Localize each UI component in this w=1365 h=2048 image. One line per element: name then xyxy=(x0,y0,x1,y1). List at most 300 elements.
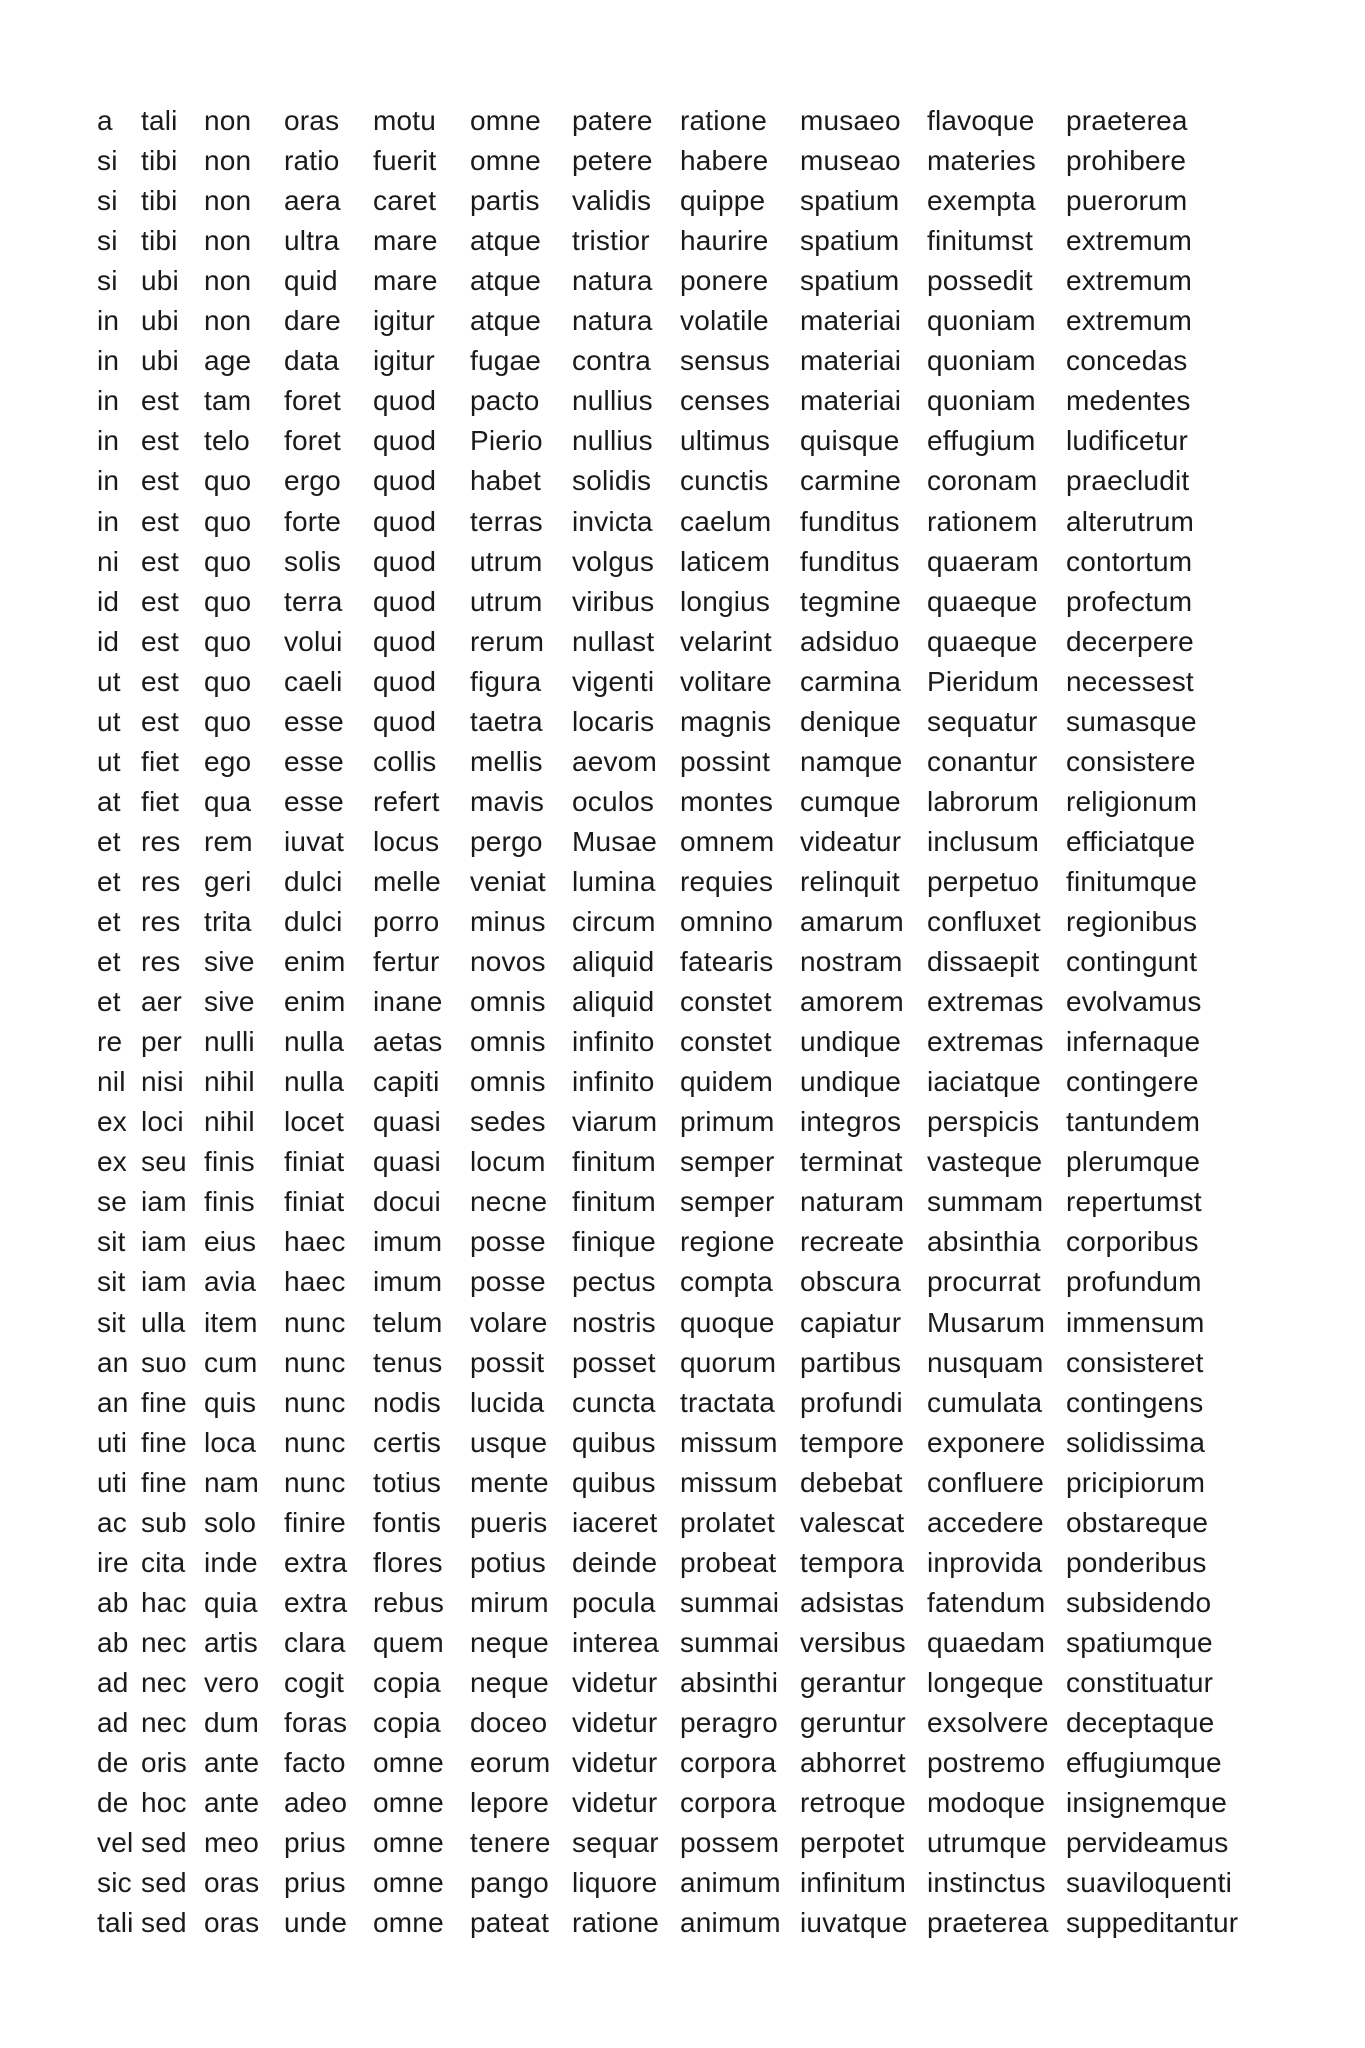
word-cell: foret xyxy=(284,385,342,417)
word-cell: ratione xyxy=(572,1907,660,1939)
word-cell: quod xyxy=(373,465,437,497)
word-cell: esse xyxy=(284,705,344,737)
word-cell: natura xyxy=(572,265,653,297)
word-cell: constet xyxy=(680,1026,772,1058)
word-cell: finitumque xyxy=(1066,865,1198,897)
word-cell: iam xyxy=(141,1226,187,1258)
word-cell: ponere xyxy=(680,265,769,297)
word-cell: contingunt xyxy=(1066,946,1198,977)
word-cell: tempora xyxy=(800,1546,905,1578)
word-cell: non xyxy=(204,265,252,297)
word-cell: res xyxy=(141,825,181,857)
word-cell: exponere xyxy=(927,1426,1046,1458)
word-cell: sedes xyxy=(470,1106,546,1138)
word-cell: mare xyxy=(373,225,438,257)
word-cell: ni xyxy=(97,545,120,577)
word-cell: profectum xyxy=(1066,585,1193,617)
word-cell: finire xyxy=(284,1506,346,1538)
word-cell: Pierio xyxy=(470,425,543,457)
word-cell: quasi xyxy=(373,1106,441,1138)
word-cell: quibus xyxy=(572,1466,656,1498)
word-row xyxy=(0,505,1365,548)
word-row xyxy=(0,1068,1365,1108)
word-cell: finitum xyxy=(572,1146,656,1178)
word-cell: quibus xyxy=(572,1426,656,1458)
word-cell: constituatur xyxy=(1066,1666,1214,1698)
word-cell: ubi xyxy=(141,345,179,377)
word-cell: denique xyxy=(800,705,902,737)
word-cell: postremo xyxy=(927,1747,1046,1778)
word-cell: infinito xyxy=(572,1066,655,1098)
word-cell: materiai xyxy=(800,385,902,417)
word-cell: finis xyxy=(204,1146,255,1178)
word-cell: deinde xyxy=(572,1546,658,1578)
word-cell: pricipiorum xyxy=(1066,1466,1206,1498)
word-cell: nec xyxy=(141,1626,187,1658)
word-cell: tibi xyxy=(141,145,178,177)
word-cell: locaris xyxy=(572,705,655,737)
word-cell: posse xyxy=(470,1266,546,1298)
word-cell: ad xyxy=(97,1666,129,1698)
word-cell: eius xyxy=(204,1226,257,1258)
word-cell: vero xyxy=(204,1666,260,1698)
word-cell: item xyxy=(204,1306,258,1338)
word-cell: locum xyxy=(470,1146,546,1178)
word-cell: inde xyxy=(204,1546,258,1578)
word-cell: cumulata xyxy=(927,1386,1043,1418)
word-cell: aetas xyxy=(373,1026,443,1058)
word-cell: videatur xyxy=(800,825,902,857)
word-cell: relinquit xyxy=(800,865,900,897)
word-cell: utrum xyxy=(470,545,543,577)
word-cell: regione xyxy=(680,1226,775,1258)
word-row xyxy=(0,1869,1365,1909)
word-cell: omnis xyxy=(470,986,546,1018)
word-cell: tegmine xyxy=(800,585,902,617)
word-cell: decerpere xyxy=(1066,625,1194,657)
word-cell: ludificetur xyxy=(1066,425,1189,457)
word-cell: pervideamus xyxy=(1066,1827,1229,1859)
word-cell: esse xyxy=(284,745,344,777)
word-cell: refert xyxy=(373,785,440,817)
word-cell: materiai xyxy=(800,345,902,377)
word-cell: quoniam xyxy=(927,345,1036,377)
word-cell: obstareque xyxy=(1066,1506,1209,1538)
word-cell: sit xyxy=(97,1306,126,1338)
word-cell: partibus xyxy=(800,1346,902,1378)
word-cell: rem xyxy=(204,825,253,857)
word-cell: oras xyxy=(204,1907,260,1939)
word-cell: cum xyxy=(204,1346,258,1378)
word-cell: quod xyxy=(373,385,437,417)
word-cell: nulla xyxy=(284,1066,345,1098)
word-cell: terminat xyxy=(800,1146,903,1178)
word-cell: nullius xyxy=(572,385,653,417)
word-cell: in xyxy=(97,505,120,537)
word-cell: quaeque xyxy=(927,625,1038,657)
word-cell: non xyxy=(204,105,252,136)
word-row xyxy=(0,1546,1365,1589)
word-cell: non xyxy=(204,145,252,177)
word-cell: si xyxy=(97,185,118,217)
word-cell: quod xyxy=(373,665,437,697)
word-cell: est xyxy=(141,425,179,457)
word-cell: nostram xyxy=(800,946,903,977)
word-cell: rebus xyxy=(373,1586,445,1618)
word-cell: missum xyxy=(680,1426,778,1458)
word-cell: ire xyxy=(97,1546,129,1578)
word-row xyxy=(0,347,1365,387)
word-cell: laticem xyxy=(680,545,771,577)
word-cell: posset xyxy=(572,1346,656,1378)
word-cell: veniat xyxy=(470,865,546,897)
word-row xyxy=(0,825,1365,868)
word-cell: volui xyxy=(284,625,343,657)
word-cell: regionibus xyxy=(1066,906,1198,937)
word-row xyxy=(0,147,1365,187)
word-cell: undique xyxy=(800,1066,902,1098)
word-cell: oris xyxy=(141,1747,187,1778)
word-cell: quisque xyxy=(800,425,900,457)
word-cell: abhorret xyxy=(800,1747,906,1778)
word-cell: omnino xyxy=(680,906,774,937)
word-cell: age xyxy=(204,345,252,377)
word-cell: taetra xyxy=(470,705,543,737)
word-cell: nunc xyxy=(284,1466,346,1498)
word-cell: praeterea xyxy=(1066,105,1188,136)
word-cell: dulci xyxy=(284,906,343,937)
word-cell: ubi xyxy=(141,265,179,297)
word-cell: praeterea xyxy=(927,1907,1049,1939)
word-cell: quis xyxy=(204,1386,257,1418)
word-row xyxy=(0,1829,1365,1869)
word-cell: an xyxy=(97,1346,129,1378)
word-cell: omne xyxy=(373,1747,444,1778)
word-cell: omne xyxy=(373,1827,444,1859)
word-cell: museao xyxy=(800,145,901,177)
word-cell: ponderibus xyxy=(1066,1546,1207,1578)
word-cell: accedere xyxy=(927,1506,1044,1538)
word-cell: fontis xyxy=(373,1506,442,1538)
word-cell: et xyxy=(97,825,121,857)
word-cell: est xyxy=(141,465,179,497)
word-cell: extremum xyxy=(1066,225,1193,257)
word-cell: omnem xyxy=(680,825,775,857)
word-cell: et xyxy=(97,865,121,897)
word-cell: plerumque xyxy=(1066,1146,1201,1178)
word-cell: nulli xyxy=(204,1026,255,1058)
word-cell: figura xyxy=(470,665,542,697)
word-cell: est xyxy=(141,385,179,417)
word-cell: capiti xyxy=(373,1066,440,1098)
word-cell: contra xyxy=(572,345,652,377)
word-cell: nullast xyxy=(572,625,655,657)
word-cell: lumina xyxy=(572,865,656,897)
word-cell: clara xyxy=(284,1626,346,1658)
word-cell: certis xyxy=(373,1426,442,1458)
word-cell: debebat xyxy=(800,1466,903,1498)
word-cell: totius xyxy=(373,1466,442,1498)
word-cell: omnis xyxy=(470,1066,546,1098)
word-cell: Pieridum xyxy=(927,665,1040,697)
word-cell: si xyxy=(97,145,118,177)
word-cell: est xyxy=(141,705,179,737)
word-row xyxy=(0,387,1365,427)
word-cell: mavis xyxy=(470,785,545,817)
word-cell: iam xyxy=(141,1186,187,1218)
word-cell: Musarum xyxy=(927,1306,1046,1338)
word-cell: dulci xyxy=(284,865,343,897)
word-cell: quo xyxy=(204,625,252,657)
word-cell: mente xyxy=(470,1466,549,1498)
word-cell: recreate xyxy=(800,1226,905,1258)
word-cell: iuvatque xyxy=(800,1907,908,1939)
word-cell: porro xyxy=(373,906,440,937)
word-cell: cunctis xyxy=(680,465,769,497)
word-cell: flavoque xyxy=(927,105,1035,136)
word-cell: nunc xyxy=(284,1426,346,1458)
word-cell: namque xyxy=(800,745,903,777)
word-cell: invicta xyxy=(572,505,653,537)
word-cell: rationem xyxy=(927,505,1038,537)
word-cell: quidem xyxy=(680,1066,774,1098)
word-cell: deceptaque xyxy=(1066,1707,1215,1738)
word-cell: spatiumque xyxy=(1066,1626,1213,1658)
word-cell: volatile xyxy=(680,305,769,337)
word-cell: atque xyxy=(470,225,542,257)
word-cell: infernaque xyxy=(1066,1026,1201,1058)
word-cell: sequatur xyxy=(927,705,1038,737)
word-cell: si xyxy=(97,265,118,297)
word-row xyxy=(0,1148,1365,1188)
word-row xyxy=(0,1626,1365,1669)
word-cell: mirum xyxy=(470,1586,549,1618)
word-cell: viribus xyxy=(572,585,655,617)
word-cell: mellis xyxy=(470,745,543,777)
word-cell: haurire xyxy=(680,225,769,257)
word-cell: quod xyxy=(373,505,437,537)
word-row xyxy=(0,1466,1365,1509)
word-cell: viarum xyxy=(572,1106,658,1138)
word-cell: ab xyxy=(97,1626,129,1658)
word-cell: puerorum xyxy=(1066,185,1188,217)
word-cell: aliquid xyxy=(572,946,655,977)
word-cell: tractata xyxy=(680,1386,775,1418)
word-cell: trita xyxy=(204,906,252,937)
word-cell: quo xyxy=(204,505,252,537)
word-cell: finiat xyxy=(284,1186,345,1218)
word-cell: natura xyxy=(572,305,653,337)
word-cell: perpetuo xyxy=(927,865,1040,897)
word-cell: versibus xyxy=(800,1626,906,1658)
word-cell: eorum xyxy=(470,1747,551,1778)
word-cell: melle xyxy=(373,865,441,897)
word-cell: gerantur xyxy=(800,1666,906,1698)
word-cell: interea xyxy=(572,1626,660,1658)
word-cell: carmine xyxy=(800,465,901,497)
word-cell: adsiduo xyxy=(800,625,900,657)
word-cell: vigenti xyxy=(572,665,655,697)
word-cell: foras xyxy=(284,1707,348,1738)
word-cell: cogit xyxy=(284,1666,345,1698)
word-cell: funditus xyxy=(800,545,900,577)
word-cell: sed xyxy=(141,1867,187,1899)
word-cell: spatium xyxy=(800,265,900,297)
word-cell: motu xyxy=(373,105,437,136)
word-cell: non xyxy=(204,185,252,217)
word-cell: quo xyxy=(204,545,252,577)
word-cell: volare xyxy=(470,1306,548,1338)
word-cell: corpora xyxy=(680,1787,777,1819)
word-cell: censes xyxy=(680,385,770,417)
word-cell: consistere xyxy=(1066,745,1196,777)
word-cell: ex xyxy=(97,1106,127,1138)
word-cell: labrorum xyxy=(927,785,1040,817)
word-row xyxy=(0,1586,1365,1629)
word-cell: quod xyxy=(373,545,437,577)
word-cell: geruntur xyxy=(800,1707,906,1738)
word-cell: quippe xyxy=(680,185,766,217)
word-cell: omne xyxy=(373,1867,444,1899)
word-cell: necne xyxy=(470,1186,548,1218)
word-cell: ratione xyxy=(680,105,768,136)
word-cell: an xyxy=(97,1386,129,1418)
word-cell: inprovida xyxy=(927,1546,1043,1578)
word-cell: quem xyxy=(373,1626,444,1658)
word-cell: loci xyxy=(141,1106,184,1138)
word-cell: absinthia xyxy=(927,1226,1041,1258)
word-cell: obscura xyxy=(800,1266,902,1298)
word-cell: res xyxy=(141,906,181,937)
word-cell: ulla xyxy=(141,1306,186,1338)
word-cell: id xyxy=(97,625,120,657)
word-cell: fatendum xyxy=(927,1586,1046,1618)
word-cell: quod xyxy=(373,585,437,617)
word-cell: valescat xyxy=(800,1506,905,1538)
word-cell: repertumst xyxy=(1066,1186,1202,1218)
word-cell: unde xyxy=(284,1907,348,1939)
word-cell: res xyxy=(141,946,181,977)
word-cell: longius xyxy=(680,585,771,617)
word-cell: videtur xyxy=(572,1747,658,1778)
word-cell: artis xyxy=(204,1626,258,1658)
word-row xyxy=(0,1789,1365,1829)
word-cell: spatium xyxy=(800,225,900,257)
word-cell: quo xyxy=(204,585,252,617)
word-cell: velarint xyxy=(680,625,772,657)
word-cell: nulla xyxy=(284,1026,345,1058)
word-cell: et xyxy=(97,946,121,977)
word-cell: omne xyxy=(373,1787,444,1819)
word-cell: coronam xyxy=(927,465,1038,497)
word-cell: neque xyxy=(470,1626,549,1658)
word-cell: loca xyxy=(204,1426,257,1458)
word-cell: medentes xyxy=(1066,385,1191,417)
word-cell: effugium xyxy=(927,425,1036,457)
word-cell: quid xyxy=(284,265,338,297)
word-cell: utrumque xyxy=(927,1827,1047,1859)
word-cell: forte xyxy=(284,505,342,537)
word-cell: utrum xyxy=(470,585,543,617)
word-cell: tali xyxy=(97,1907,134,1939)
word-cell: volitare xyxy=(680,665,772,697)
word-cell: sequar xyxy=(572,1827,659,1859)
word-cell: habet xyxy=(470,465,542,497)
word-cell: instinctus xyxy=(927,1867,1046,1899)
word-cell: est xyxy=(141,665,179,697)
word-cell: hac xyxy=(141,1586,187,1618)
word-cell: fine xyxy=(141,1426,187,1458)
word-cell: sensus xyxy=(680,345,770,377)
word-cell: nisi xyxy=(141,1066,184,1098)
word-cell: iuvat xyxy=(284,825,345,857)
word-cell: nihil xyxy=(204,1066,255,1098)
word-cell: in xyxy=(97,465,120,497)
word-row xyxy=(0,267,1365,307)
word-cell: ego xyxy=(204,745,252,777)
word-cell: minus xyxy=(470,906,546,937)
word-row xyxy=(0,988,1365,1028)
word-row xyxy=(0,545,1365,588)
word-row xyxy=(0,307,1365,347)
word-cell: ut xyxy=(97,665,121,697)
word-cell: exsolvere xyxy=(927,1707,1049,1738)
word-cell: nusquam xyxy=(927,1346,1044,1378)
word-cell: locus xyxy=(373,825,440,857)
word-cell: possem xyxy=(680,1827,780,1859)
word-row xyxy=(0,1028,1365,1068)
word-row xyxy=(0,187,1365,227)
word-cell: exempta xyxy=(927,185,1036,217)
word-row xyxy=(0,625,1365,668)
word-cell: immensum xyxy=(1066,1306,1205,1338)
word-cell: quorum xyxy=(680,1346,777,1378)
word-cell: efficiatque xyxy=(1066,825,1196,857)
word-row xyxy=(0,1749,1365,1789)
word-row xyxy=(0,1386,1365,1429)
word-cell: aer xyxy=(141,986,183,1018)
word-row xyxy=(0,1506,1365,1549)
word-cell: omne xyxy=(470,145,541,177)
word-cell: copia xyxy=(373,1707,441,1738)
word-cell: in xyxy=(97,385,120,417)
word-cell: circum xyxy=(572,906,656,937)
word-cell: vel xyxy=(97,1827,134,1859)
word-cell: ultimus xyxy=(680,425,771,457)
word-cell: magnis xyxy=(680,705,772,737)
word-row xyxy=(0,665,1365,708)
word-cell: adsistas xyxy=(800,1586,905,1618)
word-cell: imum xyxy=(373,1226,443,1258)
word-cell: volgus xyxy=(572,545,655,577)
word-cell: nihil xyxy=(204,1106,255,1138)
word-cell: quaedam xyxy=(927,1626,1046,1658)
word-cell: novos xyxy=(470,946,546,977)
word-cell: vasteque xyxy=(927,1146,1043,1178)
word-cell: quod xyxy=(373,705,437,737)
word-cell: amorem xyxy=(800,986,904,1018)
word-cell: partis xyxy=(470,185,540,217)
word-cell: caret xyxy=(373,185,437,217)
word-row xyxy=(0,1268,1365,1308)
word-cell: extra xyxy=(284,1586,348,1618)
word-cell: esse xyxy=(284,785,344,817)
word-cell: sumasque xyxy=(1066,705,1197,737)
word-cell: fiet xyxy=(141,785,180,817)
word-cell: cuncta xyxy=(572,1386,656,1418)
word-cell: cita xyxy=(141,1546,186,1578)
word-row xyxy=(0,1108,1365,1148)
